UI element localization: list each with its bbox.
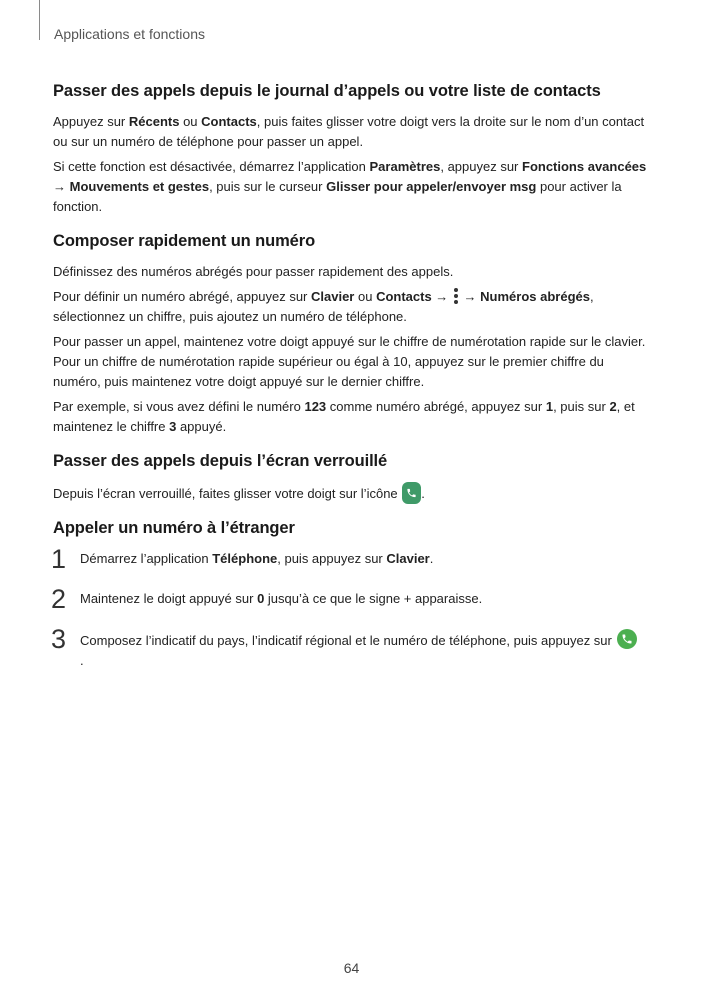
section-international (53, 519, 653, 671)
section-title: Passer des appels depuis le journal d’appels ou votre liste de contacts (53, 82, 601, 100)
paragraph: Pour définir un numéro abrégé, appuyez sur Clavier ou Contacts → → Numéros abrégés, sélectionnez un chiffre, puis ajoutez un numéro de téléphone. (53, 289, 594, 324)
step-text: Maintenez le doigt appuyé sur 0 jusqu’à ce que le signe + apparaisse. (80, 591, 483, 606)
paragraph: Définissez des numéros abrégés pour passer rapidement des appels. (53, 264, 454, 279)
section-speed-dial (53, 232, 653, 437)
paragraph: Depuis l’écran verrouillé, faites glisser votre doigt sur l’icône . (53, 482, 653, 504)
page-number: 64 (343, 960, 360, 976)
list-item (51, 624, 653, 671)
paragraph: Pour passer un appel, maintenez votre doigt appuyé sur le chiffre de numérotation rapide sur le clavier. Pour un chiffre de numérotation rapide supérieur ou égal à 10, appuyez sur le premier chiffre du numéro, puis maintenez votre doigt appuyé sur le dernier chiffre. (53, 334, 646, 389)
step-text: Composez l’indicatif du pays, l’indicatif régional et le numéro de téléphone, puis appuyez sur . (80, 629, 653, 671)
page-header: Applications et fonctions (54, 26, 205, 42)
paragraph: Par exemple, si vous avez défini le numéro 123 comme numéro abrégé, appuyez sur 1, puis sur 2, et maintenez le chiffre 3 appuyé. (53, 399, 635, 434)
section-title: Appeler un numéro à l’étranger (53, 519, 295, 537)
page-content (53, 82, 653, 687)
section-lock-screen (53, 452, 653, 504)
section-call-log (53, 82, 653, 217)
step-number: 1 (51, 544, 67, 574)
paragraph: Appuyez sur Récents ou Contacts, puis faites glisser votre doigt vers la droite sur le nom d’un contact ou sur un numéro de téléphone pour passer un appel. (53, 114, 645, 149)
phone-app-icon (402, 482, 421, 504)
list-item (51, 544, 653, 574)
list-item (51, 584, 653, 614)
steps-list (51, 544, 653, 671)
paragraph: Si cette fonction est désactivée, démarrez l’application Paramètres, appuyez sur Fonctions avancées → Mouvements et gestes, puis sur le curseur Glisser pour appeler/envoyer msg pour activer la fonction. (53, 159, 647, 214)
more-options-icon (452, 287, 460, 305)
margin-rule (39, 0, 40, 40)
step-number: 3 (51, 624, 67, 654)
section-title: Passer des appels depuis l’écran verrouillé (53, 452, 388, 470)
step-text: Démarrez l’application Téléphone, puis appuyez sur Clavier. (80, 551, 434, 566)
section-title: Composer rapidement un numéro (53, 232, 316, 250)
step-number: 2 (51, 584, 67, 614)
call-button-icon (617, 629, 637, 649)
